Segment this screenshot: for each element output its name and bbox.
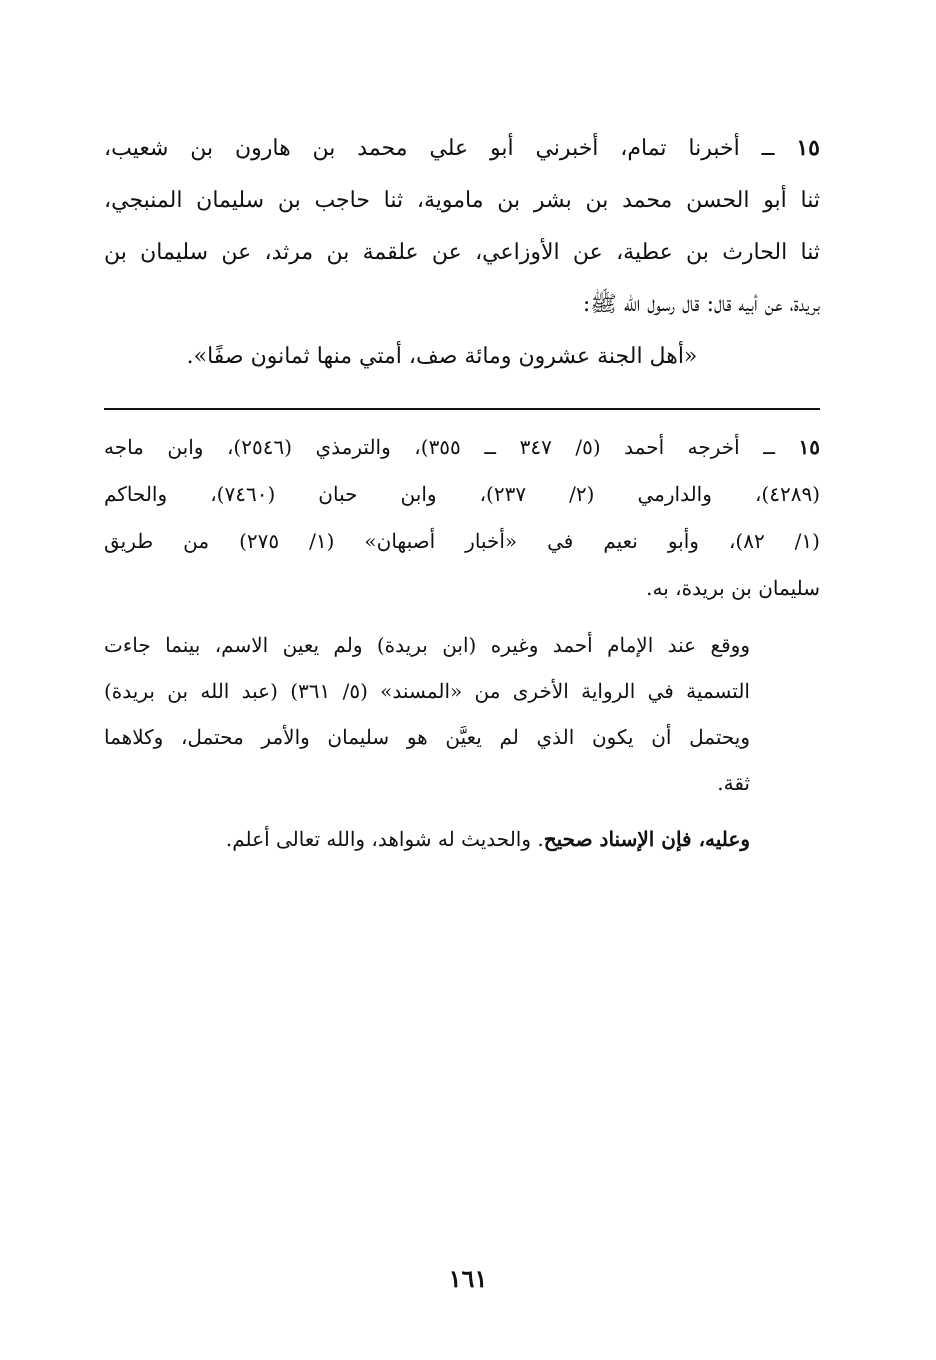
hadith-quote: «أهل الجنة عشرون ومائة صف، أمتي منها ثمانون صفًا». (186, 344, 698, 369)
conclusion-line (104, 816, 750, 862)
footnote-line-2: (٤٢٨٩)، والدارمي (٢/ ٢٣٧)، وابن حبان (٧٤٦٠)، والحاكم (104, 482, 820, 506)
hadith-text (104, 122, 820, 331)
hadith-dash: ــ (761, 136, 775, 161)
paragraph2-line-4: ثقة. (717, 771, 750, 795)
footnote-number: ١٥ (798, 435, 820, 459)
hadith-line-1-text: أخبرنا تمام، أخبرني أبو علي محمد بن هارون بن شعيب، (104, 136, 740, 161)
hadith-line-4: بريدة، عن أبيه قال: قال رسول الله ﷺ: (582, 292, 820, 317)
footnote-line-1-text: أخرجه أحمد (٥/ ٣٤٧ ــ ٣٥٥)، والترمذي (٢٥٤٦)، وابن ماجه (104, 435, 740, 459)
footnote-line-4: سليمان بن بريدة، به. (646, 576, 820, 600)
footnote-takhrij (104, 424, 820, 612)
conclusion-verdict: فإن الإسناد صحيح (543, 827, 692, 851)
paragraph2-line-1: ووقع عند الإمام أحمد وغيره (ابن بريدة) ولم يعين الاسم، بينما جاءت (104, 633, 750, 657)
paragraph2-line-2: التسمية في الرواية الأخرى من «المسند» (٥/ ٣٦١) (عبد الله بن بريدة) (104, 679, 750, 703)
paragraph2-line-3: ويحتمل أن يكون الذي لم يعيَّن هو سليمان والأمر محتمل، وكلاهما (104, 725, 750, 749)
footnote-conclusion (104, 816, 750, 862)
footnote-divider (104, 408, 820, 410)
page-number: ١٦١ (448, 1264, 488, 1293)
hadith-number: ١٥ (796, 135, 820, 161)
conclusion-suffix: . والحديث له شواهد، والله تعالى أعلم. (225, 827, 544, 851)
hadith-line-2: ثنا أبو الحسن محمد بن بشر بن ماموية، ثنا حاجب بن سليمان المنبجي، (104, 188, 820, 213)
conclusion-prefix: وعليه، (691, 827, 750, 851)
footnote-line-3: (١/ ٨٢)، وأبو نعيم في «أخبار أصبهان» (١/ ٢٧٥) من طريق (104, 529, 820, 553)
footnote-dash: ــ (763, 435, 775, 459)
hadith-line-3: ثنا الحارث بن عطية، عن الأوزاعي، عن علقمة بن مرثد، عن سليمان بن (104, 240, 820, 265)
footnote-paragraph-2 (104, 622, 750, 806)
footnote-line-1 (104, 424, 820, 471)
hadith-line-1 (104, 122, 820, 175)
